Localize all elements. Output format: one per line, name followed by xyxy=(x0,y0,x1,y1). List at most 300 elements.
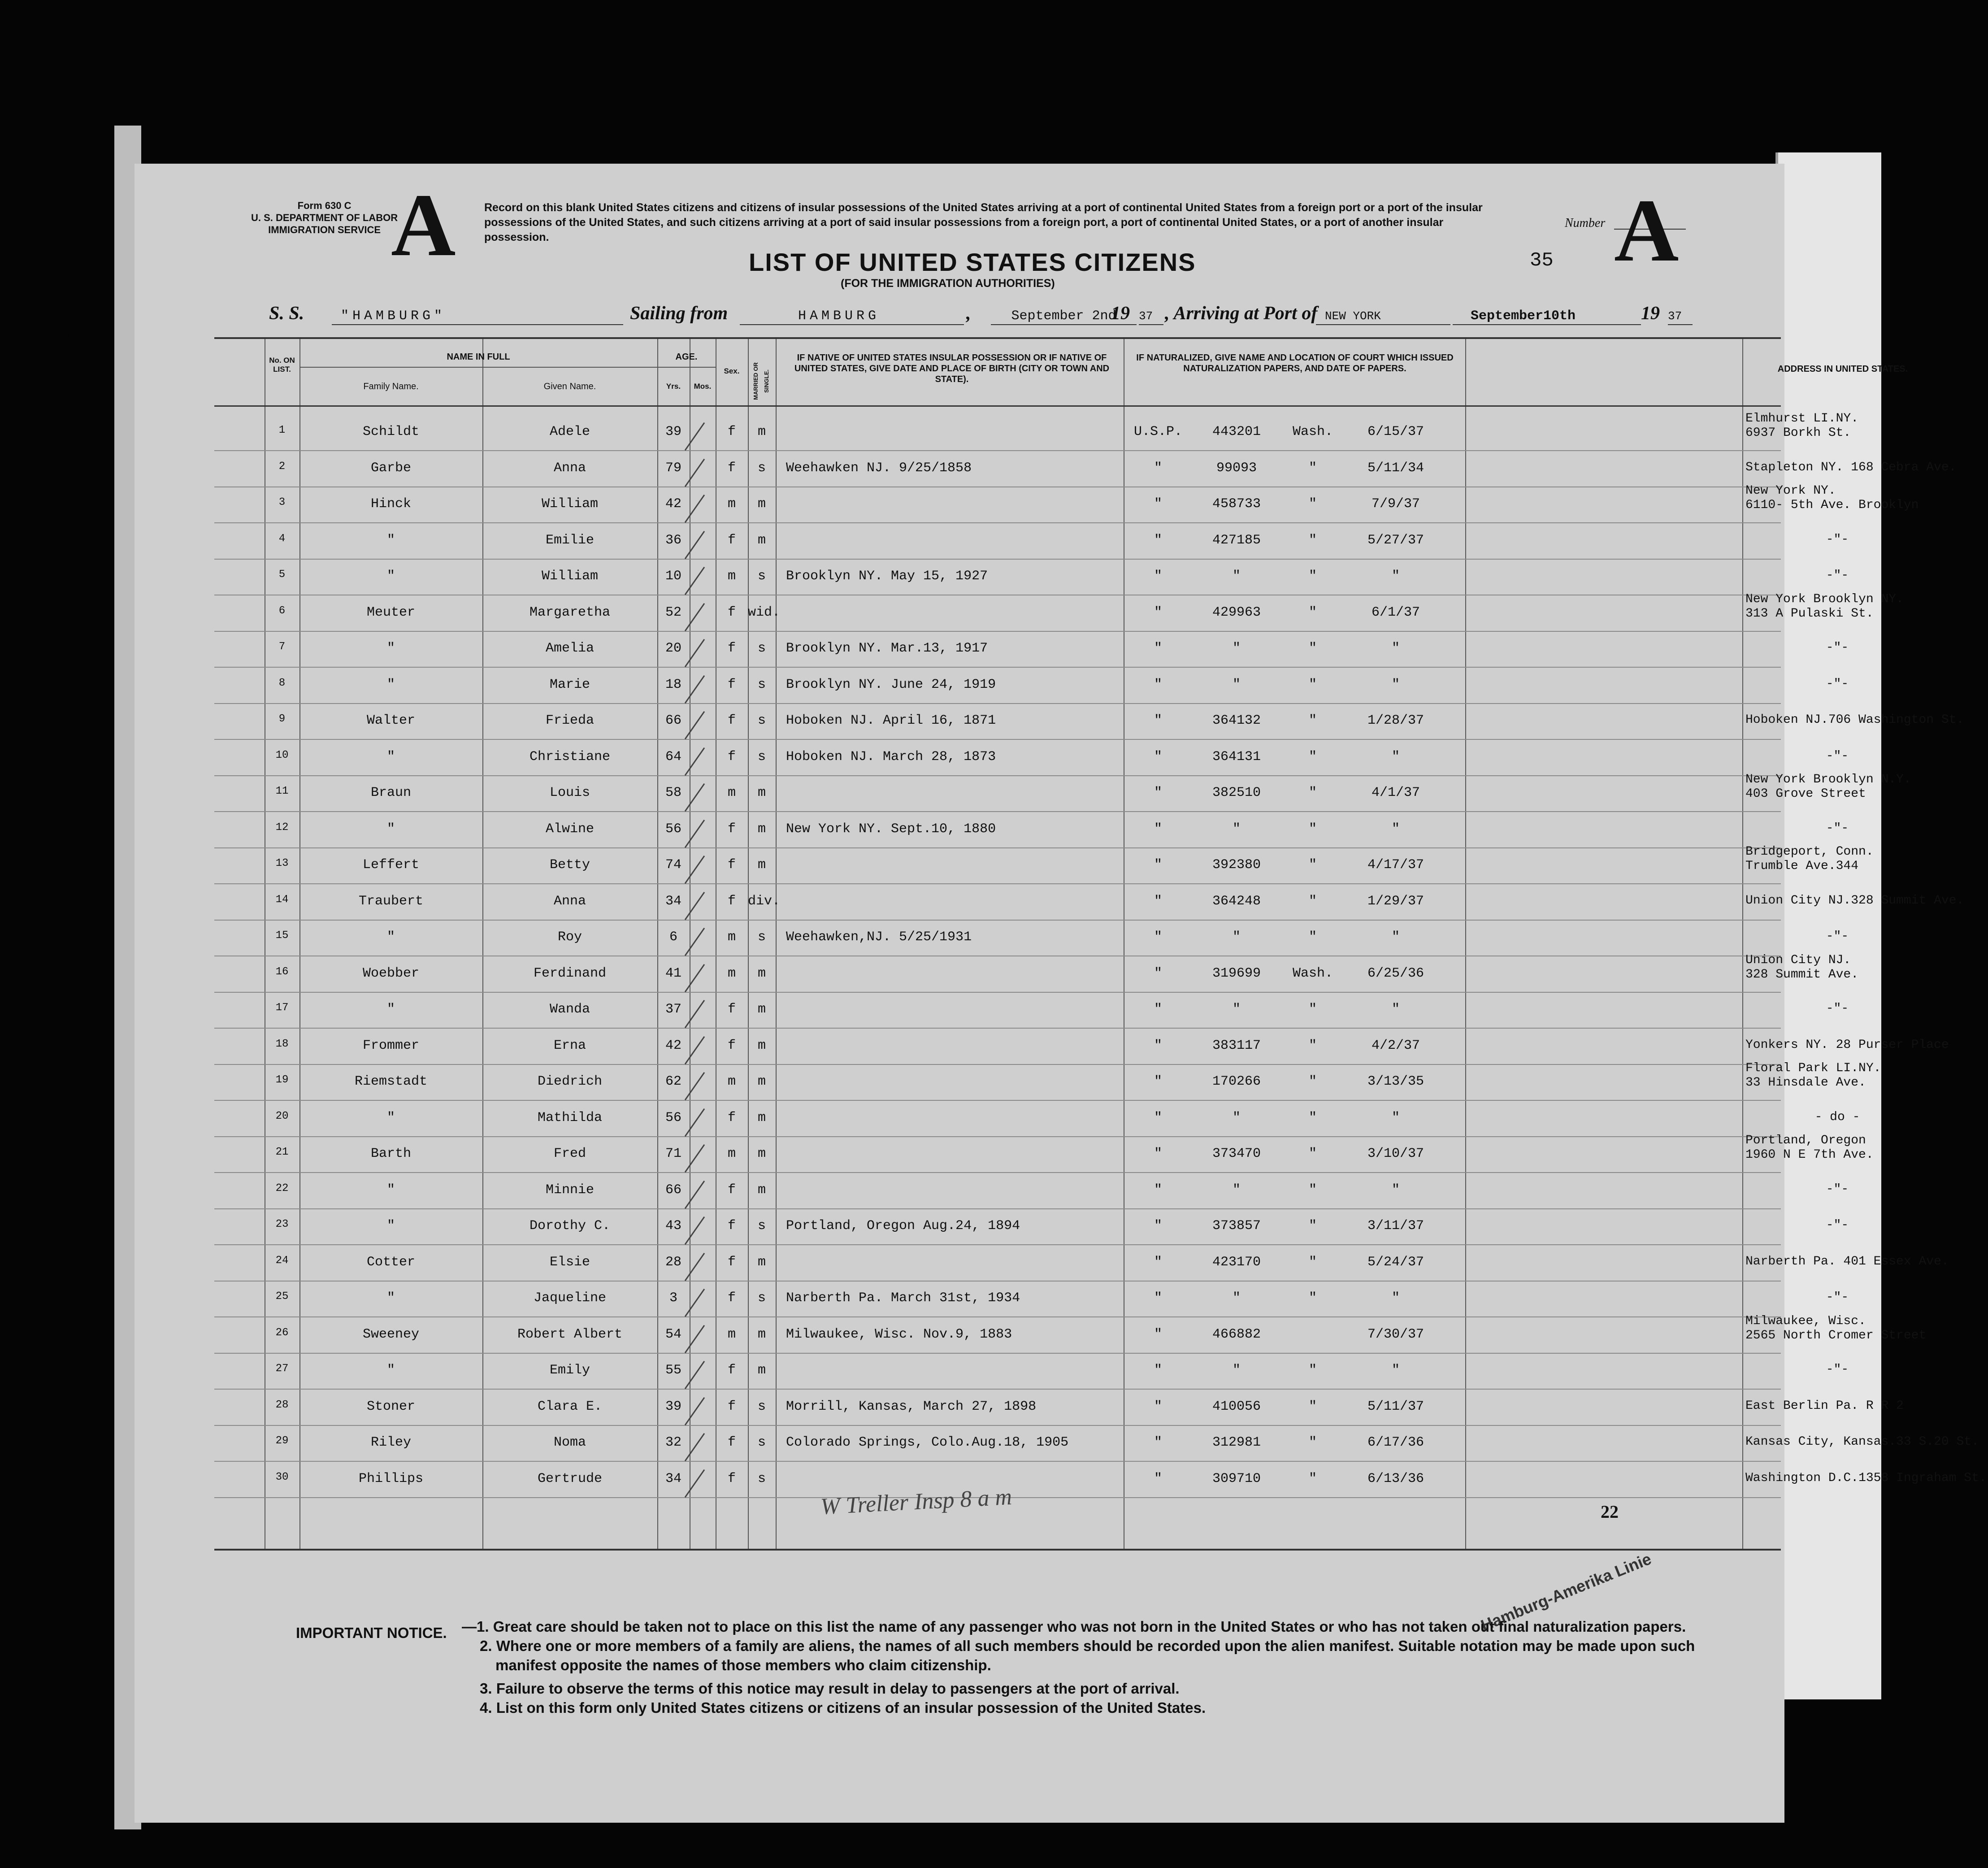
cell-address-line1: - do - xyxy=(1814,1110,1860,1124)
cell-nat-loc: " xyxy=(1308,1182,1317,1198)
arrive-date: September10th xyxy=(1471,308,1576,324)
cell-no: 26 xyxy=(275,1326,289,1339)
cell-nat-loc: " xyxy=(1308,532,1317,548)
cell-nat-court: " xyxy=(1154,1399,1162,1414)
cell-address-line1: -"- xyxy=(1826,1002,1849,1016)
row-rule xyxy=(214,631,1781,632)
cell-address-line1: -"- xyxy=(1826,1182,1849,1196)
cell-given: Noma xyxy=(553,1435,586,1450)
cell-nat-court: " xyxy=(1154,569,1162,584)
cell-age: 39 xyxy=(665,1399,681,1414)
cell-age: 43 xyxy=(665,1218,681,1234)
cell-nat-date: 5/11/34 xyxy=(1367,460,1424,476)
cell-no: 14 xyxy=(275,893,289,906)
cell-family: " xyxy=(386,1218,395,1234)
cell-address-line1: Elmhurst LI.NY. xyxy=(1745,412,1859,426)
sailing-label: Sailing from xyxy=(630,303,728,324)
cell-nat-loc: " xyxy=(1308,1146,1317,1161)
punch-hole xyxy=(79,630,102,654)
header-sex: Sex. xyxy=(724,367,740,375)
cell-nat-no: 392380 xyxy=(1212,857,1261,873)
cell-family: " xyxy=(386,1002,395,1017)
cell-given: Anna xyxy=(553,893,586,909)
cell-nat-no: 458733 xyxy=(1212,496,1261,512)
cell-nat-loc: Wash. xyxy=(1292,424,1333,439)
cell-given: Emilie xyxy=(545,532,595,548)
cell-address-line1: Floral Park LI.NY. xyxy=(1745,1061,1881,1075)
cell-address-line1: Union City NJ. xyxy=(1745,953,1851,967)
header-months: Mos. xyxy=(694,382,712,391)
cell-ms: s xyxy=(757,1471,766,1486)
cell-address-line2: 403 Grove Street xyxy=(1745,787,1866,801)
cell-ms: m xyxy=(757,1326,766,1342)
cell-nat-court: " xyxy=(1154,677,1162,692)
cell-sex: m xyxy=(727,930,736,945)
cell-sex: f xyxy=(727,1182,736,1198)
cell-birth: Milwaukee, Wisc. Nov.9, 1883 xyxy=(786,1326,1012,1342)
number-letter: A xyxy=(1614,181,1679,280)
cell-address-line1: -"- xyxy=(1826,1290,1849,1304)
header-place-of-birth: IF NATIVE OF UNITED STATES INSULAR POSSESSION OR IF NATIVE OF UNITED STATES, GIVE DATE AND PLACE OF BIRTH (CITY OR TOWN AND STATE). xyxy=(794,353,1110,384)
cell-nat-date: " xyxy=(1391,1363,1400,1378)
cell-nat-date: 4/17/37 xyxy=(1367,857,1424,873)
cell-nat-date: " xyxy=(1391,749,1400,765)
header-family-name: Family Name. xyxy=(363,382,419,391)
department-name: U. S. DEPARTMENT OF LABOR xyxy=(251,212,398,223)
name-subrule xyxy=(300,367,657,368)
cell-birth: Hoboken NJ. March 28, 1873 xyxy=(786,749,996,765)
cell-family: Stoner xyxy=(366,1399,416,1414)
cell-family: " xyxy=(386,1182,395,1198)
cell-ms: div. xyxy=(748,893,781,909)
cell-no: 25 xyxy=(275,1290,289,1303)
cell-nat-no: 410056 xyxy=(1212,1399,1261,1414)
cell-age: 18 xyxy=(665,677,681,692)
comma: , xyxy=(966,303,971,324)
cell-given: Amelia xyxy=(545,641,595,656)
cell-birth: Brooklyn NY. Mar.13, 1917 xyxy=(786,641,988,656)
cell-family: Cotter xyxy=(366,1254,416,1270)
cell-nat-loc: " xyxy=(1308,460,1317,476)
age-subrule xyxy=(657,367,716,368)
cell-age: 55 xyxy=(665,1363,681,1378)
cell-no: 6 xyxy=(278,604,286,617)
cell-ms: m xyxy=(757,1182,766,1198)
cell-age: 39 xyxy=(665,424,681,439)
cell-sex: f xyxy=(727,1363,736,1378)
cell-nat-date: 6/13/36 xyxy=(1367,1471,1424,1486)
cell-nat-court: " xyxy=(1154,713,1162,728)
cell-age: 52 xyxy=(665,604,681,620)
cell-nat-loc: " xyxy=(1308,1110,1317,1125)
cell-nat-court: " xyxy=(1154,1435,1162,1450)
cell-no: 29 xyxy=(275,1435,289,1447)
cell-nat-court: " xyxy=(1154,930,1162,945)
cell-nat-no: 364131 xyxy=(1212,749,1261,765)
cell-family: Phillips xyxy=(358,1471,424,1486)
row-rule xyxy=(214,1244,1781,1245)
row-rule xyxy=(214,1353,1781,1354)
sail-year-prefix: 19 xyxy=(1111,303,1130,324)
arrive-year-prefix: 19 xyxy=(1641,303,1660,324)
cell-address-line1: East Berlin Pa. R R 2 xyxy=(1745,1399,1904,1413)
cell-sex: m xyxy=(727,1326,736,1342)
page-number: 22 xyxy=(1601,1502,1619,1522)
cell-nat-loc: " xyxy=(1308,857,1317,873)
cell-address-line1: Washington D.C.1358 Ingraham St. xyxy=(1745,1471,1987,1485)
cell-given: Jaqueline xyxy=(533,1290,607,1306)
cell-family: " xyxy=(386,930,395,945)
cell-no: 17 xyxy=(275,1002,289,1014)
cell-nat-loc: " xyxy=(1308,1002,1317,1017)
cell-address-line1: New York Brooklyn NY. xyxy=(1745,592,1904,606)
cell-nat-court: " xyxy=(1154,821,1162,837)
header-name-in-full: NAME IN FULL xyxy=(447,352,510,362)
cell-nat-date: 5/27/37 xyxy=(1367,532,1424,548)
cell-ms: m xyxy=(757,785,766,800)
cell-ms: m xyxy=(757,1002,766,1017)
cell-given: Fred xyxy=(553,1146,586,1161)
cell-address-line2: 313 A Pulaski St. xyxy=(1745,606,1874,621)
cell-no: 2 xyxy=(278,460,286,473)
notice-item-4: 4. List on this form only United States citizens or citizens of an insular possession of the United States. xyxy=(480,1699,1206,1716)
cell-sex: f xyxy=(727,460,736,476)
cell-given: Margaretha xyxy=(529,604,611,620)
header-given-name: Given Name. xyxy=(543,382,596,391)
cell-address-line1: Hoboken NJ.706 Washington St. xyxy=(1745,713,1964,727)
cell-nat-no: 443201 xyxy=(1212,424,1261,439)
cell-nat-no: " xyxy=(1232,1290,1241,1306)
cell-address-line1: Kansas City, Kansas.33 S.20 St. xyxy=(1745,1435,1979,1449)
cell-address-line1: Milwaukee, Wisc. xyxy=(1745,1314,1866,1328)
cell-nat-date: 7/9/37 xyxy=(1371,496,1420,512)
cell-ms: m xyxy=(757,1074,766,1089)
cell-ms: m xyxy=(757,857,766,873)
cell-age: 34 xyxy=(665,893,681,909)
cell-sex: f xyxy=(727,1218,736,1234)
cell-family: Schildt xyxy=(362,424,420,439)
cell-no: 4 xyxy=(278,532,286,545)
row-rule xyxy=(214,1136,1781,1137)
cell-given: William xyxy=(541,496,599,512)
cell-given: Louis xyxy=(549,785,590,800)
cell-sex: f xyxy=(727,821,736,837)
cell-no: 8 xyxy=(278,677,286,689)
cell-address-line1: Narberth Pa. 401 Essex Ave. xyxy=(1745,1254,1949,1269)
cell-ms: s xyxy=(757,677,766,692)
row-rule xyxy=(214,847,1781,848)
col-rule xyxy=(1465,339,1466,1549)
cell-ms: s xyxy=(757,641,766,656)
cell-family: Garbe xyxy=(370,460,411,476)
cell-ms: s xyxy=(757,1290,766,1306)
cell-no: 10 xyxy=(275,749,289,761)
cell-age: 58 xyxy=(665,785,681,800)
cell-address-line1: Bridgeport, Conn. xyxy=(1745,845,1874,859)
cell-age: 66 xyxy=(665,713,681,728)
arrive-year: 37 xyxy=(1668,309,1682,323)
cell-nat-date: 6/17/36 xyxy=(1367,1435,1424,1450)
cell-age: 10 xyxy=(665,569,681,584)
cell-family: Woebber xyxy=(362,965,420,981)
cell-nat-court: " xyxy=(1154,749,1162,765)
cell-no: 30 xyxy=(275,1471,289,1483)
cell-nat-no: " xyxy=(1232,1002,1241,1017)
cell-age: 36 xyxy=(665,532,681,548)
cell-sex: f xyxy=(727,713,736,728)
cell-no: 5 xyxy=(278,569,286,581)
notice-item-2: 2. Where one or more members of a family are aliens, the names of all such members should be recorded upon the alien manifest. Suitable notation may be made upon such xyxy=(480,1638,1695,1654)
cell-birth: New York NY. Sept.10, 1880 xyxy=(786,821,996,837)
cell-no: 13 xyxy=(275,857,289,869)
notice-label: IMPORTANT NOTICE. xyxy=(296,1625,447,1641)
cell-family: " xyxy=(386,749,395,765)
cell-nat-date: 7/30/37 xyxy=(1367,1326,1424,1342)
cell-given: Christiane xyxy=(529,749,611,765)
cell-given: Clara E. xyxy=(537,1399,603,1414)
list-letter: A xyxy=(391,176,456,275)
cell-given: Minnie xyxy=(545,1182,595,1198)
cell-given: Alwine xyxy=(545,821,595,837)
cell-birth: Narberth Pa. March 31st, 1934 xyxy=(786,1290,1020,1306)
row-rule xyxy=(214,1425,1781,1426)
cell-nat-no: " xyxy=(1232,1110,1241,1125)
cell-nat-court: " xyxy=(1154,1146,1162,1161)
cell-age: 34 xyxy=(665,1471,681,1486)
cell-no: 18 xyxy=(275,1038,289,1050)
cell-family: Walter xyxy=(366,713,416,728)
cell-address-line2: 33 Hinsdale Ave. xyxy=(1745,1076,1866,1090)
cell-nat-date: 3/10/37 xyxy=(1367,1146,1424,1161)
arrive-year-field xyxy=(1668,303,1693,325)
row-rule xyxy=(214,667,1781,668)
sail-year: 37 xyxy=(1139,309,1153,323)
cell-family: " xyxy=(386,677,395,692)
cell-given: Gertrude xyxy=(537,1471,603,1486)
cell-age: 37 xyxy=(665,1002,681,1017)
cell-ms: m xyxy=(757,496,766,512)
cell-nat-date: 6/25/36 xyxy=(1367,965,1424,981)
col-rule xyxy=(1742,339,1743,1549)
row-rule xyxy=(214,1028,1781,1029)
cell-no: 21 xyxy=(275,1146,289,1158)
cell-nat-court: U.S.P. xyxy=(1133,424,1183,439)
cell-nat-court: " xyxy=(1154,1182,1162,1198)
cell-no: 11 xyxy=(275,785,289,797)
notice-item-2-cont: manifest opposite the names of those members who claim citizenship. xyxy=(495,1657,991,1673)
arrive-date-field xyxy=(1453,303,1641,325)
cell-given: Betty xyxy=(549,857,590,873)
cell-given: Frieda xyxy=(545,713,595,728)
cell-age: 56 xyxy=(665,1110,681,1125)
cell-address-line1: -"- xyxy=(1826,641,1849,655)
list-number: 35 xyxy=(1530,249,1554,272)
cell-nat-court: " xyxy=(1154,604,1162,620)
row-rule xyxy=(214,1100,1781,1101)
cell-address-line2: 2565 North Cromer Street xyxy=(1745,1328,1927,1342)
cell-no: 1 xyxy=(278,424,286,436)
cell-nat-date: " xyxy=(1391,821,1400,837)
cell-age: 79 xyxy=(665,460,681,476)
cell-nat-date: " xyxy=(1391,677,1400,692)
cell-nat-loc: " xyxy=(1308,821,1317,837)
ship-name-field xyxy=(332,303,623,325)
cell-age: 41 xyxy=(665,965,681,981)
cell-ms: s xyxy=(757,749,766,765)
cell-family: Sweeney xyxy=(362,1326,420,1342)
cell-no: 15 xyxy=(275,930,289,942)
cell-nat-no: " xyxy=(1232,1182,1241,1198)
cell-sex: f xyxy=(727,677,736,692)
cell-ms: m xyxy=(757,424,766,439)
cell-sex: f xyxy=(727,1290,736,1306)
cell-nat-court: " xyxy=(1154,1363,1162,1378)
row-rule xyxy=(214,1064,1781,1065)
header-married-single: MARRIED OR SINGLE. xyxy=(752,362,770,400)
cell-given: Roy xyxy=(557,930,582,945)
cell-sex: f xyxy=(727,641,736,656)
cell-birth: Weehawken NJ. 9/25/1858 xyxy=(786,460,972,476)
form-number: Form 630 C xyxy=(297,200,352,211)
header-naturalization: IF NATURALIZED, GIVE NAME AND LOCATION OF COURT WHICH ISSUED NATURALIZATION PAPERS, AND DATE OF PAPERS. xyxy=(1136,353,1454,374)
row-rule xyxy=(214,1389,1781,1390)
cell-ms: m xyxy=(757,532,766,548)
cell-nat-court: " xyxy=(1154,1038,1162,1053)
cell-address-line1: -"- xyxy=(1826,677,1849,691)
cell-nat-loc: " xyxy=(1308,1038,1317,1053)
cell-address-line2: 6110- 5th Ave. Brooklyn xyxy=(1745,498,1919,512)
cell-birth: Weehawken,NJ. 5/25/1931 xyxy=(786,930,972,945)
cell-nat-court: " xyxy=(1154,857,1162,873)
cell-sex: f xyxy=(727,1110,736,1125)
cell-nat-court: " xyxy=(1154,1002,1162,1017)
cell-nat-date: " xyxy=(1391,1290,1400,1306)
cell-age: 28 xyxy=(665,1254,681,1270)
cell-age: 54 xyxy=(665,1326,681,1342)
arriving-label: , Arriving at Port of xyxy=(1165,303,1318,324)
cell-age: 56 xyxy=(665,821,681,837)
cell-address-line1: Portland, Oregon xyxy=(1745,1134,1866,1147)
cell-ms: m xyxy=(757,1363,766,1378)
cell-sex: f xyxy=(727,604,736,620)
cell-sex: m xyxy=(727,496,736,512)
cell-no: 28 xyxy=(275,1399,289,1411)
cell-nat-no: 382510 xyxy=(1212,785,1261,800)
cell-nat-loc: " xyxy=(1308,785,1317,800)
cell-nat-no: 373470 xyxy=(1212,1146,1261,1161)
cell-family: " xyxy=(386,1363,395,1378)
ship-name: "HAMBURG" xyxy=(341,308,446,324)
cell-ms: s xyxy=(757,1218,766,1234)
cell-sex: f xyxy=(727,1254,736,1270)
cell-nat-date: " xyxy=(1391,1110,1400,1125)
cell-family: Braun xyxy=(370,785,411,800)
cell-nat-no: " xyxy=(1232,930,1241,945)
cell-nat-court: " xyxy=(1154,460,1162,476)
cell-family: Frommer xyxy=(362,1038,420,1053)
cell-no: 9 xyxy=(278,713,286,725)
cell-sex: m xyxy=(727,569,736,584)
cell-given: Elsie xyxy=(549,1254,590,1270)
row-rule xyxy=(214,739,1781,740)
cell-ms: s xyxy=(757,1399,766,1414)
cell-nat-no: 364132 xyxy=(1212,713,1261,728)
cell-ms: s xyxy=(757,1435,766,1450)
header-age: AGE. xyxy=(675,352,698,362)
cell-nat-loc: " xyxy=(1308,893,1317,909)
cell-no: 22 xyxy=(275,1182,289,1195)
cell-nat-no: 383117 xyxy=(1212,1038,1261,1053)
cell-nat-no: 312981 xyxy=(1212,1435,1261,1450)
sailing-port: HAMBURG xyxy=(798,308,880,324)
cell-nat-loc: " xyxy=(1308,1363,1317,1378)
cell-nat-no: 170266 xyxy=(1212,1074,1261,1089)
page-title: LIST OF UNITED STATES CITIZENS xyxy=(749,248,1196,276)
cell-nat-no: 99093 xyxy=(1216,460,1257,476)
cell-given: Emily xyxy=(549,1363,590,1378)
header-address: ADDRESS IN UNITED STATES. xyxy=(1777,364,1908,374)
cell-ms: wid. xyxy=(748,604,781,620)
arrival-port: NEW YORK xyxy=(1325,309,1381,323)
cell-sex: f xyxy=(727,424,736,439)
cell-age: 6 xyxy=(669,930,677,945)
cell-given: Mathilda xyxy=(537,1110,603,1125)
sailing-from-field xyxy=(740,303,964,325)
row-rule xyxy=(214,703,1781,704)
cell-nat-no: 319699 xyxy=(1212,965,1261,981)
cell-nat-date: 5/24/37 xyxy=(1367,1254,1424,1270)
cell-nat-loc: " xyxy=(1308,604,1317,620)
cell-nat-date: 6/1/37 xyxy=(1371,604,1420,620)
row-rule xyxy=(214,775,1781,776)
cell-given: Wanda xyxy=(549,1002,590,1017)
cell-sex: f xyxy=(727,857,736,873)
cell-nat-date: 3/11/37 xyxy=(1367,1218,1424,1234)
cell-ms: m xyxy=(757,821,766,837)
cell-address-line1: -"- xyxy=(1826,930,1849,943)
cell-nat-loc: " xyxy=(1308,569,1317,584)
cell-family: Riemstadt xyxy=(354,1074,428,1089)
cell-nat-loc: " xyxy=(1308,677,1317,692)
cell-address-line2: Trumble Ave.344 xyxy=(1745,859,1859,873)
cell-nat-no: 373857 xyxy=(1212,1218,1261,1234)
cell-address-line1: -"- xyxy=(1826,821,1849,835)
cell-given: Robert Albert xyxy=(517,1326,623,1342)
cell-no: 24 xyxy=(275,1254,289,1267)
punch-hole xyxy=(79,703,102,726)
cell-address-line1: Stapleton NY. 168 Cebra Ave. xyxy=(1745,460,1957,474)
cell-nat-no: " xyxy=(1232,677,1241,692)
cell-nat-court: " xyxy=(1154,641,1162,656)
cell-nat-loc: " xyxy=(1308,1399,1317,1414)
cell-age: 20 xyxy=(665,641,681,656)
cell-nat-no: 309710 xyxy=(1212,1471,1261,1486)
col-rule xyxy=(776,339,777,1549)
cell-no: 23 xyxy=(275,1218,289,1230)
service-name: IMMIGRATION SERVICE xyxy=(268,224,381,235)
cell-ms: s xyxy=(757,460,766,476)
row-rule xyxy=(214,1208,1781,1209)
cell-family: Barth xyxy=(370,1146,411,1161)
cell-address-line1: Union City NJ.328 Summit Ave. xyxy=(1745,893,1964,908)
cell-nat-loc: " xyxy=(1308,1290,1317,1306)
cell-nat-no: 423170 xyxy=(1212,1254,1261,1270)
cell-sex: m xyxy=(727,965,736,981)
cell-nat-court: " xyxy=(1154,1074,1162,1089)
ss-label: S. S. xyxy=(269,303,304,324)
cell-ms: m xyxy=(757,1146,766,1161)
header-years: Yrs. xyxy=(666,382,681,391)
